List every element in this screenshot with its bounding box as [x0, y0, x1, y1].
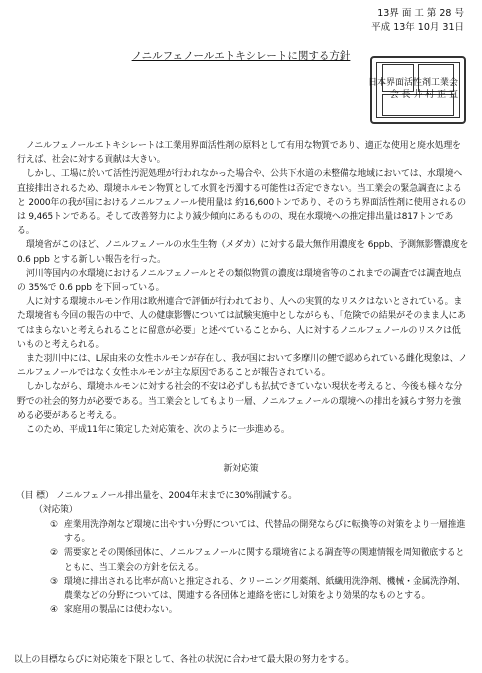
document-date: 平成 13年 10月 31日: [371, 22, 464, 33]
item-text: 産業用洗浄剤など環境に出やすい分野については、代替品の開発ならびに転換等の対策をより一層推進する。: [64, 520, 466, 545]
paragraph: また羽川中には、L尿由来の女性ホルモンが存在し、我が国において多摩川の鯉で認められている雌化現象は、ノニルフェノールではなく女性ホルモンが主な原因であることが報告されている。: [17, 354, 468, 379]
paragraph: 人に対する環境ホルモン作用は欧州連合で評価が行われており、人への実質的なリスクはないとされている。また環境省も今回の報告の中で、人の健康影響については試験実施中としながらも、「危険での結果がそのまま人にあてはまらないと考えられることに留意が必要」と述べていることから、人に対するノニルフェノールのリスクは低いものと考えられる。: [17, 297, 466, 350]
organization-chair: 会 長 井 村 正 直: [389, 90, 458, 100]
goal-statement: （目 標） ノニルフェノール排出量を、2004年末までに30%削減する。: [16, 491, 298, 501]
item-number: ②: [50, 548, 58, 559]
item-text: 環境に排出される比率が高いと推定される、クリーニング用薬剤、紙繊用洗浄剤、機械・金属洗浄剤、農業などの分野については、関連する各団体と連絡を密にし対策をより効果的なものとする。: [64, 576, 466, 602]
item-text: 需要家とその関係団体に、ノニルフェノールに関する環境省による調査等の関連情報を周知徹底するとともに、当工業会の方針を伝える。: [64, 548, 465, 573]
paragraph: このため、平成11年に策定した対応策を、次のように一歩進める。: [26, 425, 290, 436]
item-number: ④: [50, 605, 58, 616]
paragraph: 河川等国内の水環境におけるノニルフェノールとその類似物質の濃度は環境省等のこれまでの調査では調査地点の 35%で 0.6 ppb を下回っている。: [17, 268, 462, 294]
measures-heading: （対応策）: [34, 505, 78, 515]
item-number: ③: [50, 576, 58, 587]
list-item: [50, 546, 470, 574]
measures-list: [50, 518, 470, 617]
list-item: [50, 575, 470, 603]
paragraph: しかしながら、環境ホルモンに対する社会的不安は必ずしも払拭できていない現状を考えると、今後も様々な分野での社会的努力が必要である。当工業会としてもより一層、ノニルフェノールの環境への排出を減らす努力を強める必要があると考える。: [17, 382, 463, 421]
document-title: ノニルフェノールエトキシレートに関する方針: [131, 50, 351, 62]
document-header: [371, 7, 464, 35]
item-text: 家庭用の製品には使わない。: [64, 605, 178, 616]
list-item: [50, 518, 470, 546]
paragraph: 環境省がこのほど、ノニルフェノールの水生生物（メダカ）に対する最大無作用濃度を 6ppb、予測無影響濃度を 0.6 ppb とする新しい報告を行った。: [17, 240, 469, 265]
issuing-organization: [248, 77, 458, 101]
reference-number: 13界 面 工 第 28 号: [377, 8, 464, 19]
closing-statement: 以上の目標ならびに対応策を下限として、各社の状況に合わせて最大限の努力をする。: [14, 655, 355, 665]
paragraph: ノニルフェノールエトキシレートは工業用界面活性剤の原料として有用な物質であり、適正な使用と廃水処理を行えば、社会に対する貢献は大きい。: [17, 141, 461, 166]
body-text: [17, 139, 469, 437]
paragraph: しかし、工場に於いて活性汚泥処理が行われなかった場合や、公共下水道の未整備な地域においては、水環境へ直接排出されるため、環境ホルモン物質として水質を汚濁する可能性は否定できない。当工業会の緊急調査によると 2000年の我が国におけるノニルフェノール使用量は 約16,600トンであり、そのうち界面活性剤に使用されるのは 9,465トンである。そして改善努力により減少傾向にあるものの、現在水環境への推定排出量は817トンである。: [17, 169, 466, 237]
organization-name: 日本界面活性剤工業会: [367, 78, 458, 88]
item-number: ①: [50, 520, 58, 530]
list-item: [50, 603, 470, 617]
section-title: 新対応策: [223, 464, 259, 474]
